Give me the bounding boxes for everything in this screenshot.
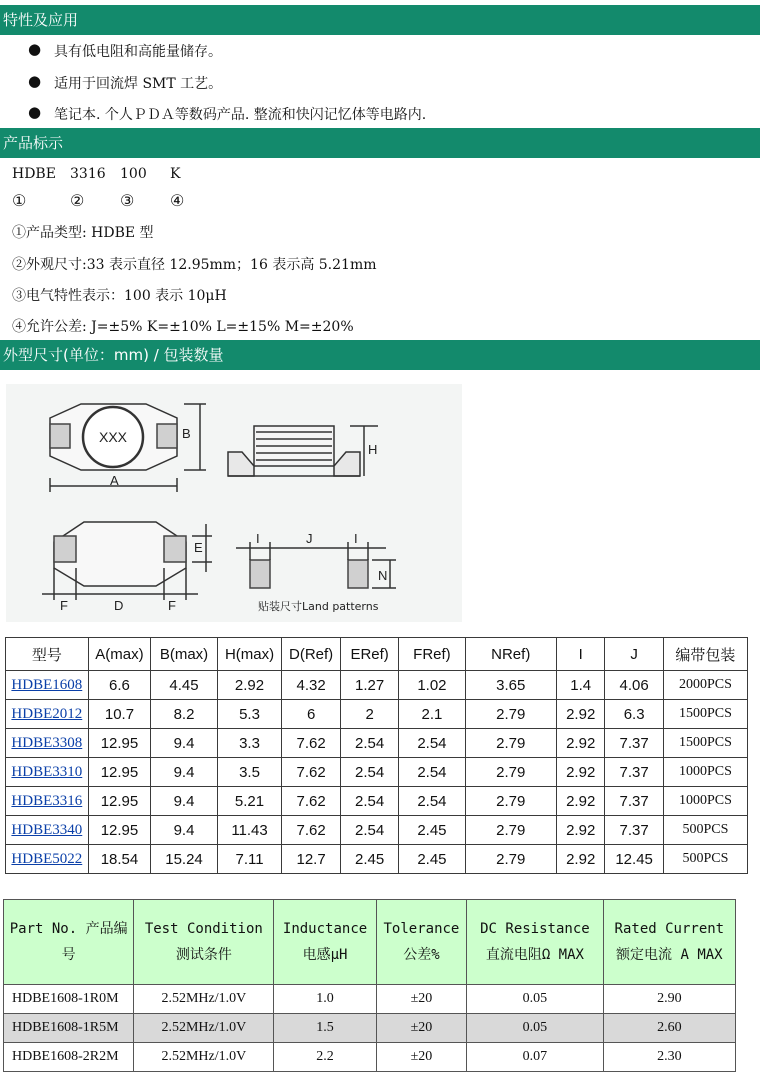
column-header: NRef) — [465, 638, 556, 671]
table-cell: 1.02 — [399, 671, 465, 700]
column-header: H(max) — [217, 638, 282, 671]
table-row — [6, 816, 748, 845]
table-cell: 10.7 — [88, 700, 151, 729]
table-cell: 9.4 — [151, 729, 217, 758]
table-row — [6, 700, 748, 729]
table-header-row — [6, 638, 748, 671]
column-header: J — [605, 638, 663, 671]
table-cell: 6 — [282, 700, 341, 729]
table-cell: 3.5 — [217, 758, 282, 787]
table-cell: HDBE1608-2R2M — [4, 1043, 134, 1072]
table-cell: 7.62 — [282, 758, 341, 787]
table-cell: 2000PCS — [663, 671, 747, 700]
dimension-label: J — [306, 531, 313, 546]
column-header: ERef) — [340, 638, 398, 671]
dimension-drawing — [6, 384, 462, 622]
table-cell: 7.62 — [282, 787, 341, 816]
label-note: ②外观尺寸:33 表示直径 12.95mm；16 表示高 5.21mm — [12, 257, 377, 273]
table-cell: 2.54 — [399, 758, 465, 787]
column-header: Part No. 产品编号 — [4, 900, 134, 985]
table-cell: 0.07 — [467, 1043, 603, 1072]
table-cell — [6, 700, 89, 729]
table-cell: 12.7 — [282, 845, 341, 874]
table-cell: 4.45 — [151, 671, 217, 700]
table-cell: 500PCS — [663, 845, 747, 874]
table-cell: 6.3 — [605, 700, 663, 729]
feature-item: 笔记本. 个人ＰＤＡ等数码产品. 整流和快闪记忆体等电路内. — [54, 107, 427, 123]
code-part: HDBE — [12, 166, 56, 182]
table-cell: ±20 — [376, 985, 466, 1014]
code-part: 100 — [120, 166, 147, 182]
dimension-label: N — [378, 568, 388, 583]
table-cell: 2.1 — [399, 700, 465, 729]
table-cell: 1.4 — [556, 671, 604, 700]
table-cell: 2.52MHz/1.0V — [134, 1014, 274, 1043]
table-cell: 12.45 — [605, 845, 663, 874]
part-link[interactable]: HDBE3340 — [11, 822, 83, 838]
table-cell: 7.37 — [605, 758, 663, 787]
column-header: I — [556, 638, 604, 671]
table-cell: 2.30 — [603, 1043, 735, 1072]
table-cell: 1.27 — [340, 671, 398, 700]
bullet-icon: ● — [28, 103, 42, 121]
table-cell: ±20 — [376, 1043, 466, 1072]
table-header-row — [4, 900, 736, 985]
table-cell: 1.0 — [274, 985, 376, 1014]
bullet-icon: ● — [28, 40, 42, 58]
table-cell: 2.79 — [465, 700, 556, 729]
column-header: B(max) — [151, 638, 217, 671]
table-cell: 4.32 — [282, 671, 341, 700]
column-header: Inductance 电感μH — [274, 900, 376, 985]
table-cell: 2 — [340, 700, 398, 729]
table-cell: 7.37 — [605, 816, 663, 845]
table-cell: ±20 — [376, 1014, 466, 1043]
table-cell: 2.92 — [556, 787, 604, 816]
table-cell — [6, 671, 89, 700]
table-cell: 1000PCS — [663, 758, 747, 787]
code-marker: ③ — [120, 191, 135, 210]
marking-text: XXX — [98, 429, 128, 445]
table-row — [6, 845, 748, 874]
column-header: Test Condition 测试条件 — [134, 900, 274, 985]
table-row — [6, 729, 748, 758]
dimension-label: F — [168, 598, 176, 613]
table-cell: 7.62 — [282, 816, 341, 845]
table-cell: 2.45 — [399, 816, 465, 845]
column-header: DC Resistance 直流电阻Ω MAX — [467, 900, 603, 985]
table-cell: HDBE1608-1R0M — [4, 985, 134, 1014]
section-title-dimensions: 外型尺寸(单位：mm) / 包装数量 — [0, 340, 760, 370]
part-link[interactable]: HDBE3316 — [11, 793, 83, 809]
table-cell: 2.60 — [603, 1014, 735, 1043]
table-cell: 2.54 — [340, 729, 398, 758]
table-cell: 8.2 — [151, 700, 217, 729]
table-cell: 2.54 — [340, 758, 398, 787]
table-cell: 0.05 — [467, 1014, 603, 1043]
table-row — [4, 1043, 736, 1072]
column-header: Tolerance 公差% — [376, 900, 466, 985]
label-note: ①产品类型: HDBE 型 — [12, 225, 154, 241]
table-cell: 4.06 — [605, 671, 663, 700]
table-cell: 1500PCS — [663, 729, 747, 758]
table-cell: 2.2 — [274, 1043, 376, 1072]
table-cell — [6, 758, 89, 787]
table-cell: 12.95 — [88, 758, 151, 787]
table-cell: 2.92 — [556, 758, 604, 787]
table-cell: 9.4 — [151, 816, 217, 845]
column-header: FRef) — [399, 638, 465, 671]
label-note: ③电气特性表示：100 表示 10μH — [12, 288, 227, 304]
table-cell: 18.54 — [88, 845, 151, 874]
dimension-label: H — [368, 442, 378, 457]
feature-item: 适用于回流焊 SMT 工艺。 — [54, 76, 223, 92]
code-marker: ④ — [170, 191, 185, 210]
parts-spec-table — [3, 899, 736, 1072]
table-cell: 2.54 — [399, 729, 465, 758]
dimension-label: F — [60, 598, 68, 613]
table-cell: 3.65 — [465, 671, 556, 700]
bottom-view-outline — [54, 522, 186, 586]
table-cell: 7.37 — [605, 787, 663, 816]
dimension-label: B — [182, 426, 191, 441]
table-row — [6, 787, 748, 816]
table-cell: 11.43 — [217, 816, 282, 845]
table-cell: 2.45 — [340, 845, 398, 874]
part-link[interactable]: HDBE1608 — [11, 677, 83, 693]
table-cell: 5.21 — [217, 787, 282, 816]
table-cell: 2.79 — [465, 787, 556, 816]
table-cell: 6.6 — [88, 671, 151, 700]
dimension-table — [5, 637, 748, 874]
table-cell: 7.37 — [605, 729, 663, 758]
table-cell: 2.92 — [556, 845, 604, 874]
side-view-outline — [228, 426, 360, 476]
code-part: K — [170, 166, 181, 182]
dimension-label: E — [194, 540, 203, 555]
part-link[interactable]: HDBE3308 — [11, 735, 83, 751]
table-cell — [6, 845, 89, 874]
table-cell: 0.05 — [467, 985, 603, 1014]
table-cell: 1000PCS — [663, 787, 747, 816]
label-note: ④允许公差: J=±5% K=±10% L=±15% M=±20% — [12, 319, 354, 335]
table-cell: 2.79 — [465, 816, 556, 845]
table-cell: 15.24 — [151, 845, 217, 874]
dimension-label: I — [256, 531, 260, 546]
table-cell: 2.52MHz/1.0V — [134, 1043, 274, 1072]
table-cell: 2.45 — [399, 845, 465, 874]
column-header: Rated Current 额定电流 A MAX — [603, 900, 735, 985]
table-cell: 3.3 — [217, 729, 282, 758]
land-pattern-outline — [250, 560, 368, 588]
table-cell: 2.52MHz/1.0V — [134, 985, 274, 1014]
land-caption: 贴装尺寸Land patterns — [258, 600, 379, 613]
table-cell: 2.79 — [465, 845, 556, 874]
table-cell: 7.62 — [282, 729, 341, 758]
table-cell: 12.95 — [88, 729, 151, 758]
table-cell: 9.4 — [151, 758, 217, 787]
section-title-features: 特性及应用 — [0, 5, 760, 35]
table-cell: 12.95 — [88, 787, 151, 816]
column-header: 编带包装 — [663, 638, 747, 671]
table-cell: 1.5 — [274, 1014, 376, 1043]
table-row — [6, 758, 748, 787]
code-marker: ② — [70, 191, 85, 210]
code-part: 3316 — [70, 166, 106, 182]
table-cell: 2.54 — [340, 787, 398, 816]
table-row — [6, 671, 748, 700]
table-cell: 7.11 — [217, 845, 282, 874]
table-cell: 2.54 — [340, 816, 398, 845]
part-link[interactable]: HDBE5022 — [11, 851, 83, 867]
column-header: 型号 — [6, 638, 89, 671]
feature-item: 具有低电阻和高能量储存。 — [54, 44, 222, 60]
table-cell: 9.4 — [151, 787, 217, 816]
table-row — [4, 985, 736, 1014]
part-link[interactable]: HDBE2012 — [11, 706, 83, 722]
table-cell: 2.90 — [603, 985, 735, 1014]
dimension-label: A — [110, 473, 119, 488]
code-marker: ① — [12, 191, 27, 210]
dimension-label: D — [114, 598, 124, 613]
bullet-icon: ● — [28, 72, 42, 90]
table-row — [4, 1014, 736, 1043]
table-cell: 2.92 — [217, 671, 282, 700]
table-cell: 500PCS — [663, 816, 747, 845]
dimension-label: I — [354, 531, 358, 546]
table-cell: 2.92 — [556, 700, 604, 729]
table-cell — [6, 787, 89, 816]
table-cell — [6, 816, 89, 845]
table-cell: HDBE1608-1R5M — [4, 1014, 134, 1043]
table-cell: 2.79 — [465, 729, 556, 758]
table-cell: 2.92 — [556, 729, 604, 758]
table-cell: 1500PCS — [663, 700, 747, 729]
table-cell: 12.95 — [88, 816, 151, 845]
section-title-product-label: 产品标示 — [0, 128, 760, 158]
table-cell — [6, 729, 89, 758]
column-header: A(max) — [88, 638, 151, 671]
table-cell: 2.92 — [556, 816, 604, 845]
table-cell: 5.3 — [217, 700, 282, 729]
part-link[interactable]: HDBE3310 — [11, 764, 83, 780]
table-cell: 2.79 — [465, 758, 556, 787]
column-header: D(Ref) — [282, 638, 341, 671]
table-cell: 2.54 — [399, 787, 465, 816]
